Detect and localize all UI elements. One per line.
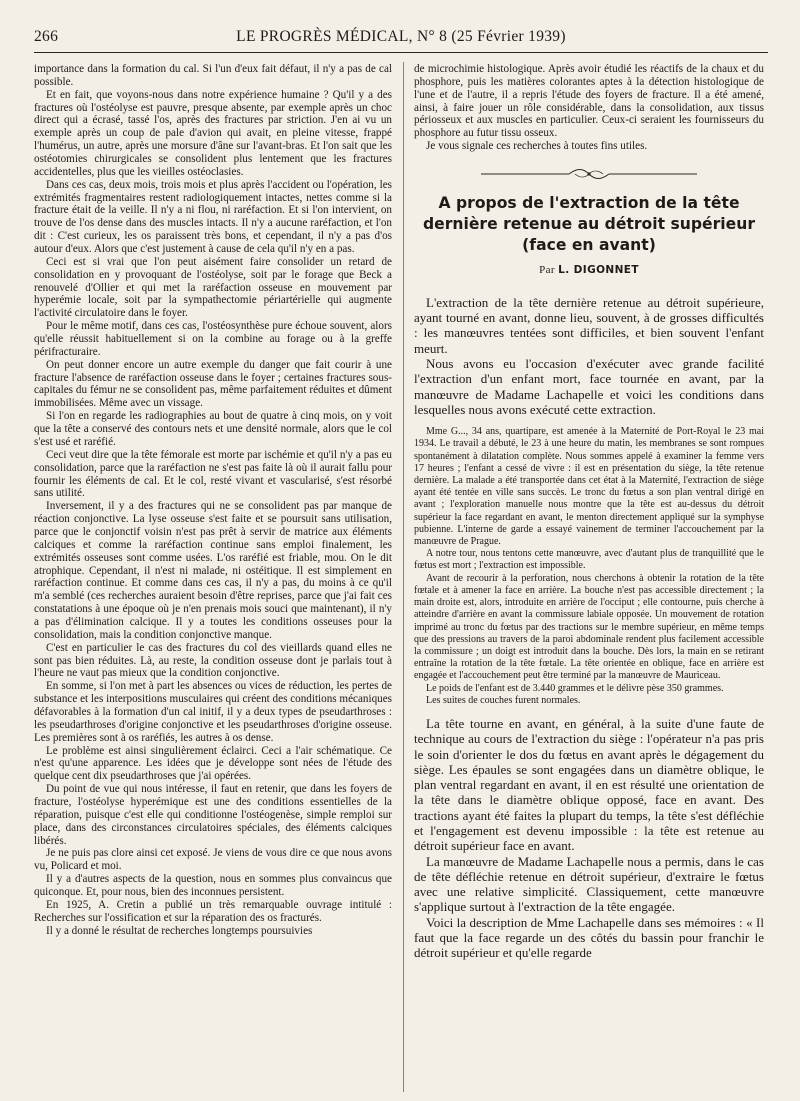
paragraph: importance dans la formation du cal. Si l'un d'eux fait défaut, il n'y a pas de cal possible. (34, 63, 392, 88)
paragraph: C'est en particulier le cas des fractures du col des vieillards quand elles ne sont pas bien réduites. Là, au reste, la condition osseuse dont je parlais tout à l'heure ne vaut pas mieux que la condition conjonctive. (34, 641, 392, 680)
byline-prefix: Par (539, 264, 555, 277)
paragraph: Le problème est ainsi singulièrement éclairci. Ceci a l'air schématique. Ce n'est qu'une apparence. Les idées que je développe sont nées de l'étude des quelque cent dix pseudarthroses que j'ai opérées. (34, 744, 392, 783)
paragraph: La manœuvre de Madame Lachapelle nous a permis, dans le cas de tête défléchie retenue en détroit supérieur, d'extraire le fœtus avec une relative simplicité. Classiquement, cette manœuvre s'applique surtout à l'extraction de la tête engagée. (414, 853, 764, 915)
paragraph: On peut donner encore un autre exemple du danger que fait courir à une fracture l'absence de raréfaction osseuse dans le foyer ; certaines fractures sous-capitales du fémur ne se consolident pas, même parfaitement réduites et dûment immobilisées. Même avec un vissage. (34, 358, 392, 410)
paragraph: Du point de vue qui nous intéresse, il faut en retenir, que dans les foyers de fracture, l'ostéolyse hyperémique est une des conditions essentielles de la réparation, puisque c'est elle qui conditionne l'ostéogenèse, simple remploi sur place, dans des circonstances circulatoires spéciales, des éléments calciques libérés. (34, 783, 392, 847)
paragraph: Pour le même motif, dans ces cas, l'ostéosynthèse pure échoue souvent, alors qu'elle réussit habituellement si on la combine au forage ou à la greffe périfracturaire. (34, 320, 392, 358)
paragraph: Je ne puis pas clore ainsi cet exposé. Je viens de vous dire ce que nous avons vu, Policard et moi. (34, 847, 392, 873)
paragraph: Si l'on en regarde les radiographies au bout de quatre à cinq mois, on y voit que la tête a conservé des contours nets et une densité normale, alors que le col s'est usé et raréfié. (34, 410, 392, 448)
running-title: LE PROGRÈS MÉDICAL, N° 8 (25 Février 1939) (236, 28, 566, 45)
article-byline (414, 264, 764, 277)
paragraph: Inversement, il y a des fractures qui ne se consolident pas par manque de réaction conjonctive. La lyse osseuse s'est faite et se poursuit sans utilisation, parce que le conjonctif voisin n'est pas prêt à servir de matrice aux éléments calciques et comme la raréfaction continue sans emploi finalement, les extrémités osseuses sont comme usées. L'os raréfié est friable, mou. On le dit atrophique. Cependant, il n'est ni malade, ni ostéitique. Il est simplement en raréfaction continue. Et comme dans ces cas, il n'y a pas, du moins à ce qu'il m'a semblé (ces recherches auraient besoin d'être reprises, parce que j'ai fait ces constatations à une époque où je n'en prenais mois souci que maintenant), il n'y a pas d'élimination calcique. Il y a toutes les conditions osseuses pour la consolidation, mais la condition conjonctive manque. (34, 500, 392, 641)
paragraph: Nous avons eu l'occasion d'exécuter avec grande facilité l'extraction d'un enfant mort, face tournée en avant, par la manœuvre de Madame Lachapelle et voici les conditions dans lesquelles nous avons exécuté cette extraction. (414, 356, 764, 417)
ornament-divider (479, 167, 699, 181)
paragraph: En 1925, A. Cretin a publié un très remarquable ouvrage intitulé : Recherches sur l'ossification et sur la réparation des os fracturés. (34, 898, 392, 924)
paragraph: Il y a d'autres aspects de la question, nous en sommes plus convaincus que quiconque. Et, pour nous, bien des inconnues persistent. (34, 873, 392, 898)
paragraph: Voici la description de Mme Lachapelle dans ses mémoires : « Il faut que la face regarde un des côtés du bassin pour franchir le détroit supérieur et qu'elle regarde (414, 914, 764, 961)
paragraph: Il y a donné le résultat de recherches longtemps poursuivies (46, 924, 313, 937)
author-name: L. DIGONNET (558, 264, 639, 277)
paragraph: La tête tourne en avant, en général, à la suite d'une faute de technique au cours de l'extraction du siège : l'opérateur n'a pas pris le soin d'orienter le dos du fœtus en avant après le dégagement du siège. Les épaules se sont engagées dans un diamètre oblique, le plan ventral regardant en avant, il en est résulté une orientation de la tête dans le diamètre oblique opposé, face en avant. Des tractions ayant été faites la plupart du temps, la tête s'est défléchie et l'engagement est devenu impossible : la tête est retenue au détroit supérieur face en avant. (414, 715, 764, 854)
spacer (414, 417, 764, 426)
page-number: 266 (34, 28, 59, 45)
paragraph: Ceci est si vrai que l'on peut aisément faire consolider un retard de consolidation en y provoquant de l'ostéolyse, soit par le forage que Beck a renouvelé d'Ollier et qui met la raréfaction osseuse en mouvement par hyperémie locale, soit par la sympathectomie périartérielle qui augmente l'activité circulatoire dans le foyer. (34, 255, 392, 320)
paragraph: Avant de recourir à la perforation, nous cherchons à obtenir la rotation de la tête fœtale et à amener la face en arrière. La bouche n'est pas accessible directement ; la main droite est, alors, introduite en arrière de l'occiput ; elle contourne, puis cherche à atteindre d'arrière en avant la commissure labiale opposée. Un mouvement de rotation imprimé au tronc du fœtus par des tractions sur le membre supérieur, en même temps que des pressions au travers de la paroi abdominale rendent plus facilement accessible la commissure ; un doigt est introduit dans la bouche. Dès lors, la main en se retirant entraîne la rotation de la tête fœtale. La tête orientée en oblique, face en arrière est engagée et l'accouchement peut être terminé par la manœuvre de Mauriceau. (414, 572, 764, 682)
left-column (34, 63, 392, 1093)
column-rule (403, 62, 404, 1092)
right-column (414, 63, 764, 1093)
spacer (414, 707, 764, 716)
paragraph: A notre tour, nous tentons cette manœuvre, avec d'autant plus de tranquillité que le fœtus est mort ; l'extraction est impossible. (414, 548, 764, 572)
article-title: A propos de l'extraction de la tête dernière retenue au détroit supérieur (face en avant) (422, 194, 756, 255)
paragraph: L'extraction de la tête dernière retenue au détroit supérieure, ayant tourné en avant, donne lieu, souvent, à de grosses difficultés : les manœuvres tentées sont difficiles, et bien souvent l'enfant meurt. (414, 294, 764, 356)
article-discussion (414, 716, 764, 961)
paragraph: Et en fait, que voyons-nous dans notre expérience humaine ? Qu'il y a des fractures où l'ostéolyse est pauvre, presque absente, par exemple après un choc direct qui a écrasé, tassé l'os, après des fractures par striction. J'en ai vu un exemple après un coup de pale d'avion qui avait, en pleine vitesse, frappé l'humérus, un autre, après une morsure d'âne sur l'avant-bras. Et l'on sait que les ostéotomies chirurgicales se consolident plus lentement que les fractures accidentelles, plus que les vieilles ostéoclasies. (34, 88, 392, 178)
article-lead (414, 295, 764, 417)
paragraph: Ceci veut dire que la tête fémorale est morte par ischémie et qu'il n'y a pas eu consolidation, parce que la raréfaction ne s'est pas faite là où il aurait fallu pour fournir les éléments de cal. Et le col, resté vivant et vascularisé, s'est résorbé sans utilité. (34, 448, 392, 500)
case-report (414, 426, 764, 707)
paragraph: Le poids de l'enfant est de 3.440 grammes et le délivre pèse 350 grammes. (426, 682, 724, 694)
paragraph: Les suites de couches furent normales. (426, 694, 581, 706)
paragraph: de microchimie histologique. Après avoir étudié les réactifs de la chaux et du phosphore, puis les matières colorantes aptes à la détection histologique de l'une et de l'autre, il a repris l'étude des foyers de fracture. Il a été amené, ainsi, à faire jouer un rôle considérable, dans la consolidation, aux tissus périosseux et aux muscles en particulier. Ceux-ci seraient les fournisseurs du phosphore au futur tissu osseux. (414, 63, 764, 140)
header-rule (34, 52, 768, 53)
paragraph: Dans ces cas, deux mois, trois mois et plus après l'accident ou l'opération, les extrémités fragmentaires restent radiologiquement intactes, nettes comme si la fracture était de la veille. Il n'y a ni flou, ni raréfaction. Et si l'on intervient, on trouve de l'os dense dans des muscles intacts. Il n'y a aucune raréfaction, et l'on dit : C'est curieux, les os paraissent très bons, et cependant, il n'y a pas d'os autour d'eux. Alors que c'est justement à cause de cela qu'il n'y en a pas. (34, 178, 392, 256)
paragraph: En somme, si l'on met à part les absences ou vices de réduction, les pertes de substance et les interpositions musculaires qui créent des conditions mécaniques défavorables à la formation d'un cal initif, il y a deux types de pseudarthroses : les pseudarthroses d'origine conjonctive et les pseudarthroses d'origine osseuse. Les premières sont à os raréfiés, les autres à os dense. (34, 680, 392, 744)
paragraph: Je vous signale ces recherches à toutes fins utiles. (426, 140, 648, 153)
paragraph: Mme G..., 34 ans, quartipare, est amenée à la Maternité de Port-Royal le 23 mai 1934. Le travail a débuté, le 23 à une heure du matin, les membranes se sont rompues spontanément à dilatation complète. Nous sommes appelé à examiner la femme vers 17 heures ; l'enfant a cessé de vivre : il est en présentation du siège, la tête retenue dernière. La malade a été transportée dans cet état à la Maternité, l'extraction de siège ayant été tentée en ville sans succès. Le tronc du fœtus a son plan ventral dirigé en avant ; l'exploration manuelle nous montre que la tête est au-dessus du détroit supérieur la face regardant en avant, le menton directement appliqué sur la symphyse pubienne. L'interne de garde a essayé vainement de terminer l'accouchement par la manœuvre de Prague. (414, 426, 764, 548)
running-header (34, 28, 768, 50)
